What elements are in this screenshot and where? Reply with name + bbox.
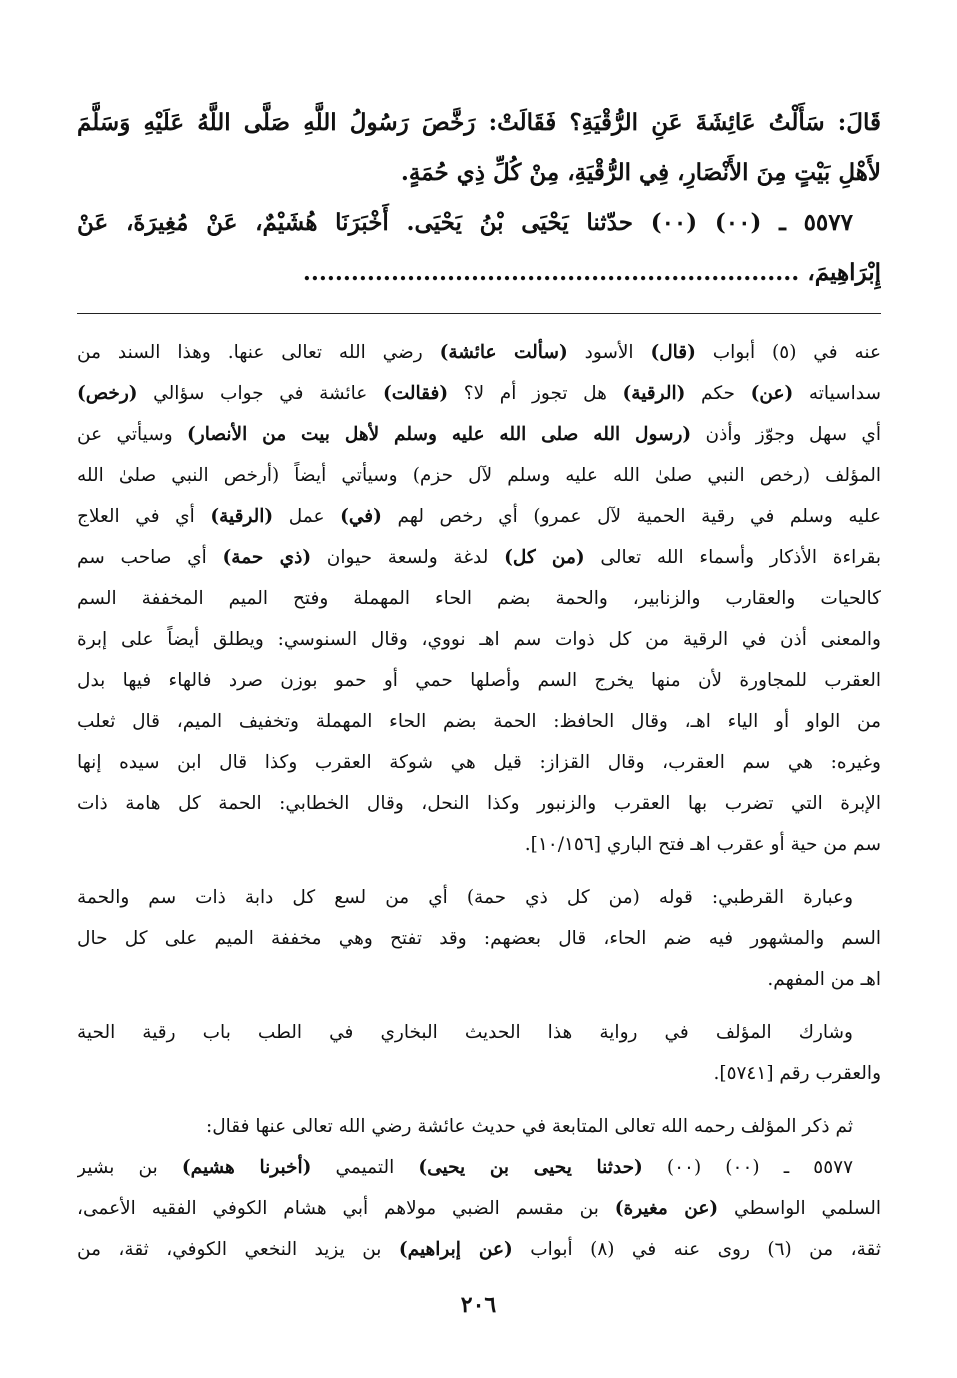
text-segment: عمل [273, 506, 341, 527]
commentary-line [77, 373, 881, 414]
text-segment: أي سهل وجوّز وأذن [691, 424, 881, 445]
text-segment: لدغة ولسعة حيوان [311, 547, 505, 568]
bold-quote: (قال) [650, 342, 696, 363]
hadith-line [77, 98, 881, 148]
page-number: ٢٠٦ [460, 1292, 497, 1318]
commentary-line [77, 455, 881, 496]
text-segment: بن بشير [77, 1157, 182, 1178]
text-segment: سداسياته [793, 383, 881, 404]
bold-quote: (فقالت) [382, 383, 449, 404]
commentary-line [77, 877, 881, 918]
commentary-line [77, 742, 881, 783]
text-segment: عليه وسلم في رقية الحمية لآل عمرو) أي رخص لهم [381, 506, 881, 527]
text-segment: وعبارة القرطبي: قوله (من كل ذي حمة) أي من لسع كل دابة ذات سم والحمة [77, 887, 853, 908]
text-segment: الأسود [567, 342, 651, 363]
commentary-line [77, 824, 881, 865]
text-segment: حكم [685, 383, 751, 404]
commentary-line [77, 1106, 881, 1147]
text-segment: قَالَ: سَأَلْتُ عَائِشَةَ عَنِ الرُّقْيَةِ؟ فَقَالَتْ: رَخَّصَ رَسُولُ اللَّهِ صَلَّى اللَّهُ عَلَيْهِ وَسَلَّمَ [77, 109, 881, 136]
text-segment: ٥٥٧٧ ـ (٠٠) (٠٠) حدّثنا يَحْيَى بْنُ يَحْيَى. أَخْبَرَنَا هُشَيْمٌ، عَنْ مُغِيرَةَ، عَنْ [77, 209, 853, 236]
bold-quote: (عن إبراهيم) [398, 1239, 513, 1260]
text-segment: المؤلف (رخص النبي صلىٰ الله عليه وسلم لآل حزم) وسيأتي أيضاً (أرخص النبي صلىٰ الله [77, 465, 881, 486]
footnote-divider [77, 313, 881, 314]
text-segment: بقراءة الأذكار وأسماء الله تعالى [584, 547, 881, 568]
commentary-line [77, 537, 881, 578]
text-segment: بن يزيد النخعي الكوفي، ثقة، من [77, 1239, 399, 1260]
text-segment: أي صاحب سم [77, 547, 223, 568]
text-segment: عائشة في جواب سؤالي [137, 383, 383, 404]
text-segment: والمعنى أذن في الرقية من كل ذوات سم اهـ نووي، وقال السنوسي: ويطلق أيضاً على إبرة [77, 629, 881, 650]
bold-quote: (سألت عائشة) [439, 342, 568, 363]
bold-quote: (الرقية) [210, 506, 274, 527]
text-segment: العقرب للمجاورة لأن منها يخرج السم وأصلها حمي أو حمو بوزن صرد فالهاء فيها بدل [77, 670, 881, 691]
commentary-line [77, 1053, 881, 1094]
commentary-line [77, 660, 881, 701]
commentary-line [77, 918, 881, 959]
hadith-text [77, 98, 881, 298]
bold-quote: (عن مغيرة) [614, 1198, 719, 1219]
bold-quote: (حدثنا يحيى بن يحيى) [418, 1157, 643, 1178]
bold-quote: (ذي حمة) [222, 547, 312, 568]
hadith-line [77, 248, 881, 298]
text-segment: أي في العلاج [77, 506, 211, 527]
commentary-text [77, 332, 881, 1270]
bold-quote: (في) [340, 506, 382, 527]
text-segment: كالحيات والعقارب والزنابير، والحمة بضم الحاء المهملة وفتح الميم المخففة السم [77, 588, 881, 609]
bold-quote: (عن) [750, 383, 794, 404]
text-segment: التميمي [311, 1157, 419, 1178]
text-segment: ثقة، من (٦) روى عنه في (٨) أبواب [512, 1239, 881, 1260]
bold-quote: (رخص) [77, 383, 138, 404]
bold-quote: (أخبرنا هشيم) [181, 1157, 312, 1178]
commentary-line [77, 496, 881, 537]
hadith-line [77, 198, 881, 248]
bold-quote: (من كل) [504, 547, 585, 568]
commentary-line [77, 959, 881, 1000]
text-segment: وسيأتي عن [77, 424, 188, 445]
text-segment: سم من حية أو عقرب اهـ فتح الباري [١٠/١٥٦]. [524, 834, 881, 855]
hadith-line [77, 148, 881, 198]
text-segment: ٥٥٧٧ ـ (٠٠) (٠٠) [642, 1157, 854, 1178]
text-segment: السلمي الواسطي [718, 1198, 881, 1219]
commentary-line [77, 414, 881, 455]
commentary-line [77, 783, 881, 824]
text-segment: بن مقسم الضبي مولاهم أبي هشام الكوفي الفقيه الأعمى، [77, 1198, 615, 1219]
commentary-line [77, 619, 881, 660]
text-segment: والعقرب رقم [٥٧٤١]. [713, 1063, 881, 1084]
commentary-line [77, 1229, 881, 1270]
text-segment: عنه في (٥) أبواب [695, 342, 881, 363]
bold-quote: (الرقية) [622, 383, 686, 404]
text-segment: وغيره: هي سم العقرب، وقال القزاز: قيل هي شوكة العقرب وكذا قال ابن سيده إنها [77, 752, 881, 773]
commentary-line [77, 701, 881, 742]
commentary-line [77, 332, 881, 373]
commentary-line [77, 1012, 881, 1053]
text-segment: إِبْرَاهِيمَ، .............................................................. [302, 259, 881, 286]
commentary-line [77, 1188, 881, 1229]
bold-quote: (رسول الله صلى الله عليه وسلم لأهل بيت من الأنصار) [187, 424, 692, 445]
text-segment: لأَهْلِ بَيْتٍ مِنَ الأَنْصَارِ، فِي الرُّقْيَةِ، مِنْ كُلِّ ذِي حُمَةٍ. [400, 159, 881, 186]
text-segment: ثم ذكر المؤلف رحمه الله تعالى المتابعة في حديث عائشة رضي الله تعالى عنها فقال: [205, 1116, 853, 1137]
text-segment: وشارك المؤلف في رواية هذا الحديث البخاري في الطب باب رقية الحية [77, 1022, 853, 1043]
text-segment: رضي الله تعالى عنها. وهذا السند من [77, 342, 440, 363]
text-segment: اهـ من المفهم. [767, 969, 881, 990]
commentary-line [77, 1147, 881, 1188]
text-segment: هل تجوز أم لا؟ [448, 383, 623, 404]
text-segment: السم والمشهور فيه ضم الحاء، قال بعضهم: وقد تفتح وهي مخففة الميم على كل حال [77, 928, 881, 949]
commentary-line [77, 578, 881, 619]
text-segment: من الواو أو الياء اهـ، وقال الحافظ: الحمة بضم الحاء المهملة وتخفيف الميم، قال ثعلب [77, 711, 881, 732]
text-segment: الإبرة التي تضرب بها العقرب والزنبور وكذا النحل، وقال الخطابي: الحمة كل هامة ذات [77, 793, 881, 814]
